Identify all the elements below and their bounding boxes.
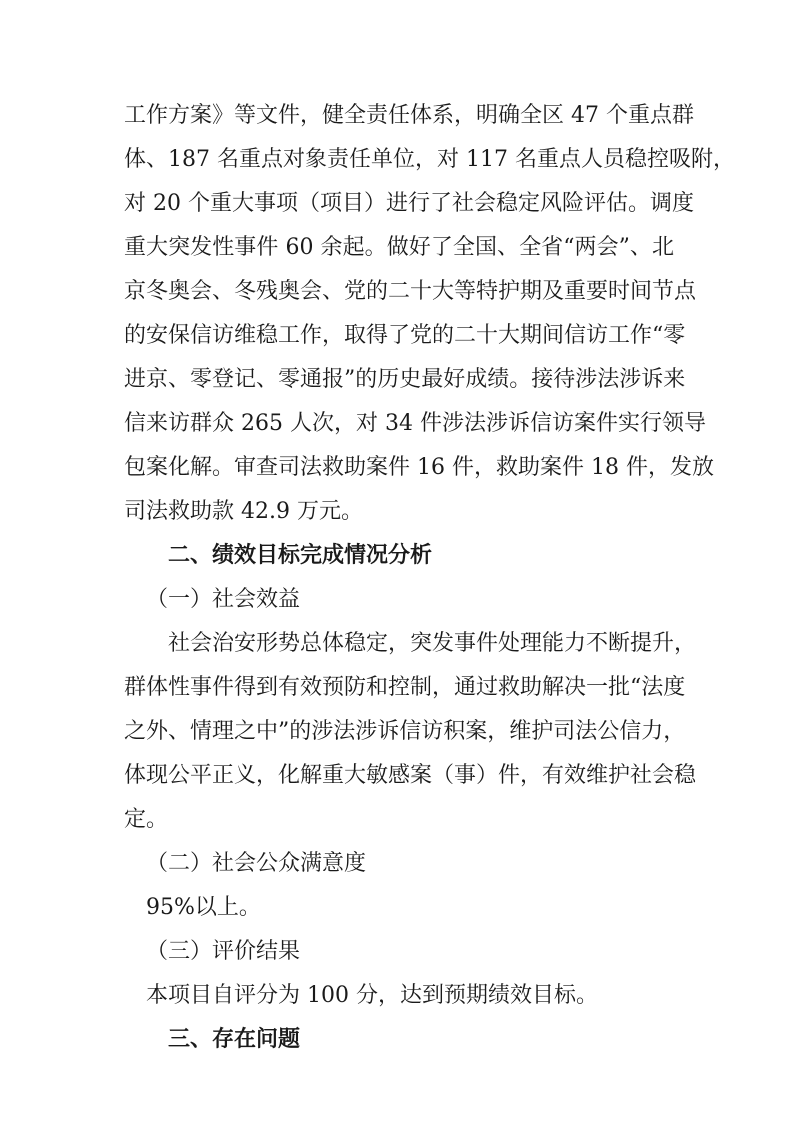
subsection-heading: （三）评价结果	[146, 939, 301, 964]
paragraph-line: 之外、情理之中”的涉法涉诉信访积案，维护司法公信力，	[124, 719, 686, 744]
paragraph-line: 重大突发性事件 60 余起。做好了全国、全省“两会”、北	[124, 235, 674, 260]
paragraph-line: 群体性事件得到有效预防和控制，通过救助解决一批“法度	[124, 675, 686, 700]
paragraph-line: 社会治安形势总体稳定，突发事件处理能力不断提升，	[168, 631, 697, 656]
paragraph-line: 工作方案》等文件，健全责任体系，明确全区 47 个重点群	[124, 103, 694, 128]
paragraph-line: 95%以上。	[146, 895, 261, 920]
paragraph-line: 京冬奥会、冬残奥会、党的二十大等特护期及重要时间节点	[124, 279, 697, 304]
paragraph-line: 本项目自评分为 100 分，达到预期绩效目标。	[146, 983, 598, 1008]
paragraph-line: 信来访群众 265 人次，对 34 件涉法涉诉信访案件实行领导	[124, 411, 706, 436]
section-heading: 二、绩效目标完成情况分析	[168, 543, 433, 568]
subsection-heading: （一）社会效益	[146, 587, 301, 612]
paragraph-line: 定。	[124, 807, 169, 832]
paragraph-line: 司法救助款 42.9 万元。	[124, 499, 363, 524]
paragraph-line: 包案化解。审查司法救助案件 16 件，救助案件 18 件，发放	[124, 455, 714, 480]
paragraph-line: 的安保信访维稳工作，取得了党的二十大期间信访工作“零	[124, 323, 686, 348]
section-heading: 三、存在问题	[168, 1027, 301, 1052]
paragraph-line: 进京、零登记、零通报”的历史最好成绩。接待涉法涉诉来	[124, 367, 686, 392]
paragraph-line: 对 20 个重大事项（项目）进行了社会稳定风险评估。调度	[124, 191, 694, 216]
subsection-heading: （二）社会公众满意度	[146, 851, 367, 876]
paragraph-line: 体现公平正义，化解重大敏感案（事）件，有效维护社会稳	[124, 763, 697, 788]
paragraph-line: 体、187 名重点对象责任单位，对 117 名重点人员稳控吸附，	[124, 147, 735, 172]
